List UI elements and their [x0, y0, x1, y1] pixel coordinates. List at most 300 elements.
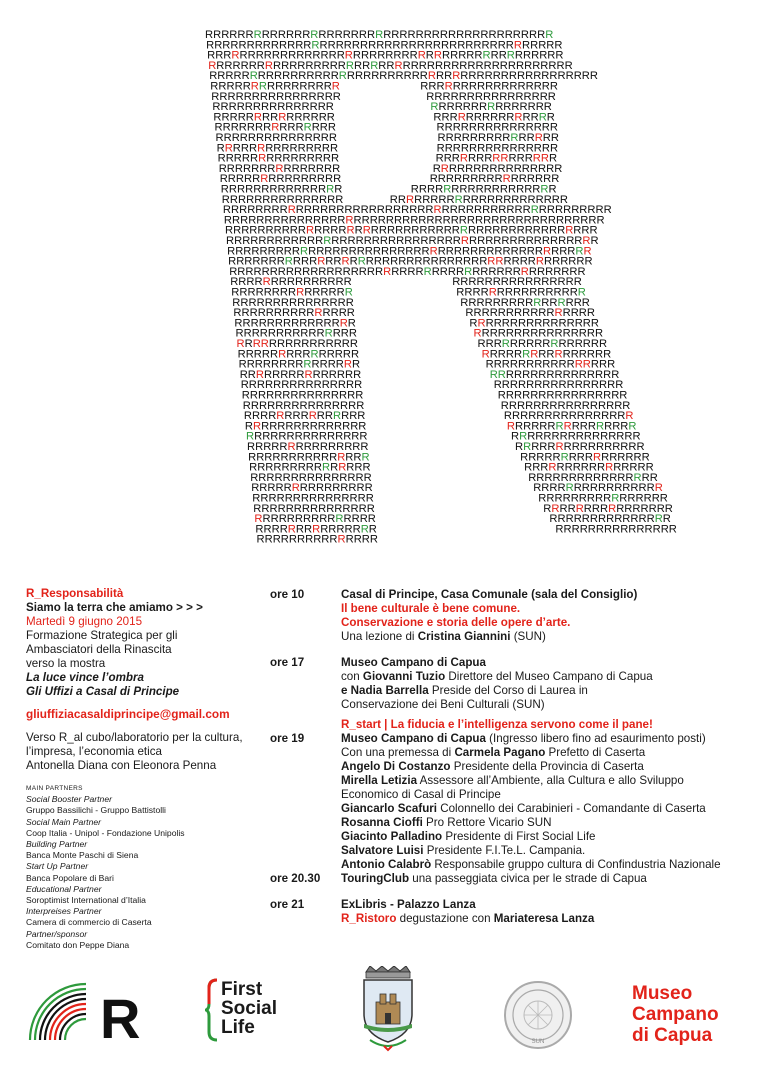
- r-glyph: R: [357, 492, 366, 505]
- r-glyph: R: [377, 49, 386, 62]
- r-glyph: R: [262, 39, 271, 52]
- r-glyph: R: [392, 39, 401, 52]
- r-glyph: R: [484, 152, 493, 165]
- r-glyph: R: [340, 245, 349, 258]
- r-glyph: R: [337, 296, 346, 309]
- r-glyph: R: [475, 214, 483, 227]
- r-glyph: R: [426, 214, 435, 227]
- r-glyph: R: [525, 80, 534, 93]
- r-glyph: R: [454, 255, 463, 268]
- r-glyph: R: [295, 204, 304, 217]
- r-glyph: R: [284, 410, 293, 423]
- r-glyph: R: [264, 59, 273, 72]
- r-glyph: R: [530, 307, 539, 320]
- r-glyph: R: [337, 451, 346, 464]
- speaker-role: Colonnello dei Carabinieri - Comandante di Caserta: [437, 802, 706, 815]
- r-glyph: R: [559, 502, 568, 515]
- r-glyph: R: [294, 513, 303, 526]
- r-glyph: R: [509, 121, 518, 134]
- r-glyph: R: [473, 111, 482, 124]
- r-glyph: R: [274, 70, 282, 83]
- r-glyph: R: [588, 461, 597, 474]
- r-glyph: R: [238, 121, 247, 134]
- r-glyph: R: [326, 502, 335, 515]
- r-glyph: R: [508, 399, 517, 412]
- r-glyph: R: [497, 327, 506, 340]
- r-glyph: R: [537, 29, 545, 41]
- r-glyph: R: [257, 461, 266, 474]
- r-glyph: R: [581, 513, 590, 526]
- r-glyph: R: [216, 142, 225, 155]
- r-glyph: R: [225, 152, 234, 165]
- r-glyph: R: [329, 296, 338, 309]
- r-glyph: R: [267, 162, 276, 175]
- r-glyph: R: [588, 214, 597, 227]
- r-glyph: R: [322, 461, 330, 474]
- r-glyph: R: [320, 286, 329, 299]
- partner-name: Banca Monte Paschi di Siena: [26, 850, 139, 861]
- r-glyph: R: [237, 348, 246, 361]
- r-glyph: R: [431, 29, 440, 41]
- r-glyph: R: [341, 410, 349, 423]
- r-glyph: R: [601, 471, 609, 484]
- r-glyph: R: [542, 317, 551, 330]
- r-glyph: R: [242, 235, 251, 247]
- r-glyph: R: [477, 80, 485, 93]
- r-glyph: R: [530, 39, 538, 52]
- r-glyph: R: [261, 420, 269, 433]
- r-glyph: R: [327, 430, 335, 443]
- r-glyph: R: [550, 379, 559, 392]
- r-glyph: R: [290, 152, 299, 165]
- r-glyph: R: [489, 327, 498, 340]
- r-glyph: R: [445, 173, 454, 186]
- r-glyph: R: [543, 430, 552, 443]
- r-glyph: R: [325, 492, 334, 505]
- r-glyph: R: [508, 152, 517, 165]
- r-glyph: R: [303, 276, 311, 289]
- r-glyph: R: [225, 70, 234, 83]
- r-glyph: R: [622, 482, 631, 495]
- r-glyph: R: [413, 245, 422, 258]
- r-glyph: R: [543, 502, 552, 515]
- r-glyph: R: [266, 317, 275, 330]
- r-glyph: R: [522, 111, 531, 124]
- r-glyph: R: [449, 111, 458, 124]
- r-glyph: R: [219, 90, 228, 103]
- r-glyph: R: [598, 399, 606, 412]
- r-glyph: R: [216, 59, 225, 72]
- r-glyph: R: [587, 441, 596, 453]
- r-glyph: R: [545, 286, 554, 299]
- r-glyph: R: [274, 389, 283, 402]
- r-glyph: R: [460, 80, 469, 93]
- r-glyph: R: [375, 265, 383, 278]
- r-glyph: R: [346, 307, 355, 320]
- partner-role: Start Up Partner: [26, 861, 89, 872]
- r-glyph: R: [516, 59, 524, 72]
- r-glyph: R: [599, 379, 607, 392]
- r-glyph: R: [538, 389, 547, 402]
- r-glyph: R: [468, 296, 477, 309]
- r-glyph: R: [227, 245, 235, 258]
- speaker-role: Responsabile gruppo cultura di Confindustria Nazionale: [431, 858, 721, 871]
- r-glyph: R: [500, 152, 509, 165]
- r-glyph: R: [338, 70, 347, 83]
- r-glyph: R: [322, 70, 331, 83]
- r-glyph: R: [211, 90, 220, 103]
- event-date: Martedì 9 giugno 2015: [26, 615, 143, 628]
- r-glyph: R: [493, 142, 502, 155]
- r-glyph: R: [259, 399, 267, 412]
- r-glyph: R: [361, 451, 370, 464]
- r-glyph: R: [410, 59, 419, 72]
- r-glyph: R: [262, 430, 271, 443]
- r-glyph: R: [234, 235, 242, 247]
- r-glyph: R: [335, 513, 344, 526]
- r-glyph: R: [239, 49, 248, 62]
- r-glyph: R: [586, 348, 595, 361]
- r-glyph: R: [451, 59, 460, 72]
- r-glyph: R: [498, 111, 507, 124]
- r-glyph: R: [292, 410, 301, 423]
- r-glyph: R: [329, 533, 338, 546]
- r-glyph: R: [336, 204, 345, 217]
- r-glyph: R: [232, 296, 241, 309]
- r-glyph: R: [495, 101, 504, 114]
- r-glyph: R: [315, 235, 323, 247]
- r-glyph: R: [615, 379, 624, 392]
- r-glyph: R: [509, 142, 518, 155]
- r-glyph: R: [569, 286, 578, 299]
- r-glyph: R: [235, 90, 244, 103]
- r-glyph: R: [254, 193, 263, 206]
- r-glyph: R: [351, 39, 360, 52]
- r-glyph: R: [571, 420, 580, 433]
- r-glyph: R: [326, 29, 335, 41]
- r-glyph: R: [365, 255, 374, 268]
- r-glyph: R: [346, 461, 355, 474]
- r-glyph: R: [308, 245, 316, 258]
- r-glyph: R: [493, 358, 502, 371]
- r-glyph: R: [259, 90, 268, 103]
- r-glyph: R: [282, 307, 290, 320]
- r-glyph: R: [462, 173, 470, 186]
- r-glyph: R: [344, 286, 353, 299]
- r-glyph: R: [533, 296, 542, 309]
- r-glyph: R: [543, 193, 552, 206]
- r-glyph: R: [206, 39, 214, 52]
- r-glyph: R: [526, 358, 534, 371]
- r-glyph: R: [289, 296, 297, 309]
- r-glyph: R: [573, 482, 582, 495]
- r-glyph: R: [283, 80, 292, 93]
- r-glyph: R: [437, 245, 446, 258]
- r-glyph: R: [366, 265, 375, 278]
- r-glyph: R: [354, 379, 362, 392]
- r-glyph: R: [537, 286, 546, 299]
- r-glyph: R: [373, 255, 382, 268]
- r-glyph: R: [286, 348, 295, 361]
- r-glyph: R: [555, 204, 563, 217]
- r-glyph: R: [522, 204, 531, 217]
- r-glyph: R: [534, 338, 543, 350]
- r-glyph: R: [403, 224, 412, 237]
- r-glyph: R: [432, 162, 441, 175]
- r-glyph: R: [451, 152, 460, 165]
- r-glyph: R: [345, 451, 354, 464]
- r-glyph: R: [256, 214, 265, 227]
- r-glyph: R: [484, 296, 493, 309]
- r-glyph: R: [385, 214, 394, 227]
- r-glyph: R: [551, 193, 560, 206]
- r-glyph: R: [611, 368, 620, 381]
- r-glyph: R: [501, 121, 510, 134]
- r-glyph: R: [651, 492, 660, 505]
- r-glyph: R: [300, 410, 309, 423]
- r-glyph: R: [277, 265, 286, 278]
- r-glyph: R: [345, 368, 353, 381]
- r-glyph: R: [332, 482, 341, 495]
- r-glyph: R: [436, 142, 445, 155]
- r-glyph: R: [376, 39, 385, 52]
- r-glyph: R: [362, 224, 371, 237]
- r-glyph: R: [325, 101, 334, 114]
- speaker-name: Salvatore Luisi: [341, 844, 424, 857]
- r-glyph: R: [459, 152, 468, 165]
- r-glyph: R: [232, 214, 240, 227]
- r-glyph: R: [593, 451, 601, 464]
- r-glyph: R: [262, 513, 271, 526]
- r-glyph: R: [322, 389, 331, 402]
- r-glyph: R: [460, 121, 469, 134]
- r-glyph: R: [511, 193, 520, 206]
- r-glyph: R: [509, 379, 518, 392]
- r-glyph: R: [535, 193, 544, 206]
- r-glyph: R: [288, 451, 297, 464]
- r-glyph: R: [624, 430, 633, 443]
- r-glyph: R: [261, 183, 270, 196]
- r-glyph: R: [559, 245, 568, 258]
- r-glyph: R: [494, 132, 503, 144]
- r-glyph: R: [275, 245, 284, 258]
- r-glyph: R: [578, 492, 587, 505]
- r-glyph: R: [459, 59, 468, 72]
- left-column: [26, 587, 261, 951]
- r-glyph: R: [340, 482, 349, 495]
- r-glyph: R: [217, 70, 226, 83]
- r-glyph: R: [549, 224, 557, 237]
- r-glyph: R: [582, 358, 591, 371]
- r-glyph: R: [551, 502, 560, 515]
- r-glyph: R: [620, 523, 629, 536]
- r-glyph: R: [492, 296, 501, 309]
- r-glyph: R: [320, 368, 329, 381]
- r-glyph: R: [332, 245, 341, 258]
- r-glyph: R: [567, 502, 576, 515]
- r-glyph: R: [332, 162, 340, 175]
- r-glyph: R: [664, 502, 673, 515]
- r-glyph: R: [242, 399, 251, 412]
- r-glyph: R: [295, 121, 304, 134]
- r-glyph: R: [525, 70, 533, 83]
- r-glyph: R: [367, 513, 376, 526]
- speaker-role: Economico di Casal di Principe: [341, 788, 501, 801]
- r-glyph: R: [320, 523, 329, 536]
- r-glyph: R: [238, 276, 247, 289]
- r-glyph: R: [633, 471, 642, 484]
- r-glyph: R: [558, 235, 566, 247]
- r-glyph: R: [324, 482, 332, 495]
- r-glyph: R: [548, 461, 557, 474]
- r-glyph: R: [267, 80, 275, 93]
- r-glyph: R: [335, 39, 344, 52]
- r-glyph: R: [337, 214, 346, 227]
- r-glyph: R: [287, 39, 295, 52]
- r-glyph: R: [321, 59, 330, 72]
- speaker-role: Preside del Corso di Laurea in: [428, 684, 588, 697]
- r-glyph: R: [460, 276, 469, 289]
- r-glyph: R: [367, 29, 375, 41]
- r-glyph: R: [338, 307, 347, 320]
- r-glyph: R: [256, 533, 265, 546]
- r-glyph: R: [218, 80, 227, 93]
- r-glyph: R: [544, 451, 553, 464]
- r-glyph: R: [437, 132, 446, 144]
- r-glyph: R: [557, 224, 565, 237]
- r-glyph: R: [565, 224, 574, 237]
- r-glyph: R: [552, 451, 561, 464]
- r-glyph: R: [295, 523, 304, 536]
- r-glyph: R: [303, 358, 312, 371]
- r-glyph: R: [242, 80, 251, 93]
- r-glyph: R: [275, 482, 284, 495]
- r-glyph: R: [523, 90, 532, 103]
- r-glyph: R: [552, 255, 560, 268]
- r-glyph: R: [283, 399, 292, 412]
- r-glyph: R: [301, 502, 310, 515]
- r-glyph: R: [339, 389, 347, 402]
- r-glyph: R: [645, 461, 654, 474]
- r-glyph: R: [564, 59, 573, 72]
- r-glyph: R: [254, 358, 263, 371]
- r-glyph: R: [326, 183, 334, 196]
- fsl-word: Social: [221, 998, 277, 1019]
- r-glyph: R: [509, 338, 518, 350]
- r-glyph: R: [305, 379, 314, 392]
- r-glyph: R: [625, 471, 634, 484]
- r-glyph: R: [554, 348, 563, 361]
- r-glyph: R: [299, 482, 308, 495]
- museo-campano-logo: [632, 983, 719, 1046]
- r-glyph: R: [470, 101, 479, 114]
- r-glyph: R: [572, 461, 581, 474]
- r-glyph: R: [522, 307, 530, 320]
- r-glyph: R: [554, 162, 563, 175]
- r-glyph: R: [614, 399, 623, 412]
- r-glyph: R: [479, 101, 487, 114]
- r-glyph: R: [239, 286, 248, 299]
- r-glyph: R: [604, 523, 612, 536]
- r-glyph: R: [485, 338, 494, 350]
- r-glyph: R: [289, 142, 298, 155]
- r-glyph: R: [262, 193, 271, 206]
- r-glyph: R: [209, 70, 218, 83]
- r-glyph: R: [511, 101, 520, 114]
- r-glyph: R: [290, 307, 298, 320]
- r-glyph: R: [288, 49, 296, 62]
- r-glyph: R: [538, 111, 547, 124]
- r-glyph: R: [410, 214, 419, 227]
- r-glyph: R: [273, 461, 282, 474]
- r-glyph: R: [416, 39, 425, 52]
- r-glyph: R: [435, 224, 444, 237]
- con-label: con: [341, 670, 363, 683]
- r-glyph: R: [449, 204, 458, 217]
- r-glyph: R: [251, 245, 260, 258]
- r-glyph: R: [509, 317, 518, 330]
- r-glyph: R: [472, 265, 481, 278]
- r-glyph: R: [549, 121, 558, 134]
- r-glyph: R: [254, 430, 262, 443]
- r-glyph: R: [266, 471, 275, 484]
- r-glyph: R: [291, 399, 300, 412]
- r-glyph: R: [616, 502, 625, 515]
- r-glyph: R: [555, 49, 564, 62]
- r-glyph: R: [477, 142, 485, 155]
- partner-role: Building Partner: [26, 839, 88, 850]
- r-glyph: R: [538, 368, 547, 381]
- contact-email-link[interactable]: gliuffiziacasaldiprincipe@gmail.com: [26, 707, 230, 721]
- r-glyph: R: [501, 379, 510, 392]
- r-glyph: R: [549, 296, 558, 309]
- r-glyph: R: [356, 482, 365, 495]
- r-glyph: R: [589, 482, 598, 495]
- r-glyph: R: [541, 482, 550, 495]
- r-glyph: R: [617, 451, 626, 464]
- r-glyph: R: [538, 162, 546, 175]
- r-glyph: R: [547, 214, 556, 227]
- r-glyph: R: [564, 461, 573, 474]
- r-glyph: R: [402, 214, 410, 227]
- r-glyph: R: [218, 162, 227, 175]
- r-glyph: R: [223, 49, 232, 62]
- r-glyph: R: [536, 410, 545, 423]
- r-glyph: R: [349, 255, 358, 268]
- speaker-line: [341, 830, 746, 844]
- r-glyph: R: [208, 59, 217, 72]
- r-glyph: R: [573, 399, 582, 412]
- r-glyph: R: [251, 90, 260, 103]
- r-glyph: R: [368, 523, 377, 536]
- r-glyph: R: [497, 348, 506, 361]
- speaker-note: (SUN): [510, 630, 546, 643]
- r-glyph: R: [252, 101, 261, 114]
- r-glyph: R: [488, 265, 497, 278]
- r-glyph: R: [578, 368, 587, 381]
- about-line: Verso R_al cubo/laboratorio per la cultura,: [26, 731, 243, 744]
- r-glyph: R: [350, 265, 359, 278]
- r-glyph: R: [539, 441, 548, 453]
- r-glyph: R: [240, 59, 249, 72]
- r-glyph: R: [538, 204, 547, 217]
- r-glyph: R: [279, 286, 288, 299]
- r-glyph: R: [347, 389, 355, 402]
- r-glyph: R: [352, 204, 361, 217]
- r-glyph: R: [328, 204, 337, 217]
- r-glyph: R: [538, 348, 547, 361]
- r-glyph: R: [469, 317, 478, 330]
